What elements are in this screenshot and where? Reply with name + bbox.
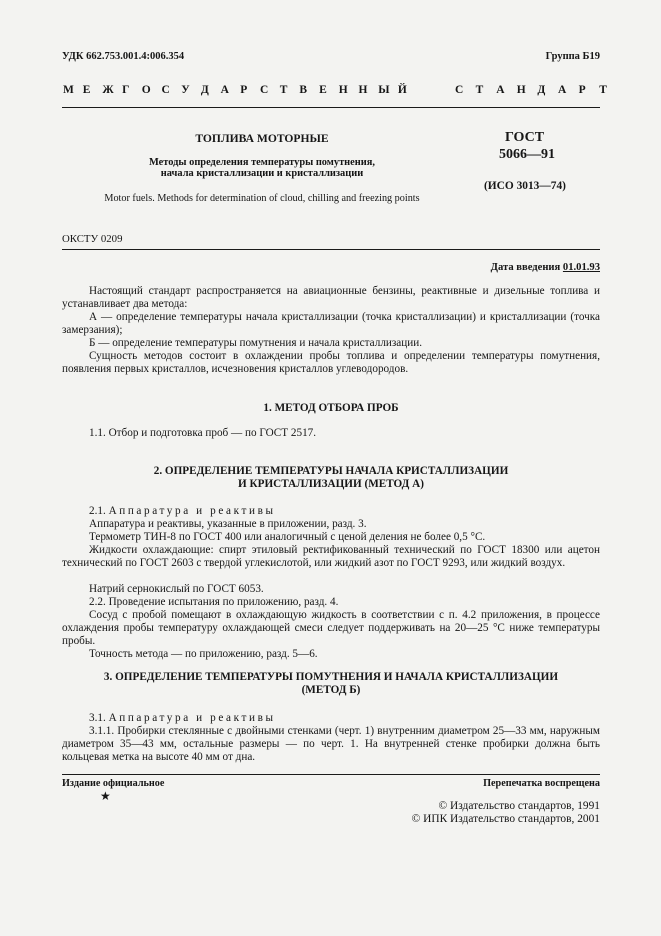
gost-number: 5066—91 [499,147,555,162]
banner-letter: Н [358,84,368,96]
intro-date-label: Дата введения [490,262,561,273]
document-subtitle-line-2: начала кристаллизации и кристаллизации [160,168,364,179]
iso-reference: (ИСО 3013—74) [484,180,566,192]
section-2-paragraph-e: 2.2. Проведение испытания по приложению, разд. 4. [89,596,339,608]
section-3-1-heading [62,712,600,725]
footer-rule [62,774,600,775]
banner-letter: Р [240,84,248,96]
section-2-1-title: Аппаратура и реактивы [108,505,276,517]
banner-letter: С [161,84,170,96]
banner-letter: Р [578,84,586,96]
section-2-paragraph-b: Термометр ТИН-8 по ГОСТ 400 или аналогичный с ценой деления не более 0,5 °С. [89,531,486,543]
banner-letter: В [299,84,308,96]
section-3-1-1-paragraph: 3.1.1. Пробирки стеклянные с двойными стенками (черт. 1) внутренним диаметром 25—33 мм, наружным диаметром 35—43 мм, остальные размеры — по черт. 1. На внутренней стенке пробирки должна быть кольцевая метка на высоте 40 мм от дна. [62,725,600,764]
section-3-title-line-2: (МЕТОД Б) [301,684,361,696]
banner-letter: Т [279,84,288,96]
banner-letter: Т [599,84,607,96]
section-1-paragraph: 1.1. Отбор и подготовка проб — по ГОСТ 2517. [89,427,317,439]
banner-letter: Н [338,84,348,96]
section-2-paragraph-f: Сосуд с пробой помещают в охлаждающую жидкость в соответствии с п. 4.2 приложения, в процессе охлаждения пробы температуру охлаждающей смеси следует поддерживать на 20—25 °С ниже температуры пробы. [62,609,600,648]
banner-letter: А [220,84,229,96]
banner-letter: А [558,84,567,96]
banner-letter: С [455,84,464,96]
section-2-1-number: 2.1. [89,505,106,517]
banner-letter: А [496,84,505,96]
banner-letter: О [141,84,151,96]
intro-paragraph-4: Сущность методов состоит в охлаждении пробы топлива и определении температуры помутнения, появления первых кристаллов, исчезновения кристаллов углеводородов. [62,350,600,376]
copyright-1991: © Издательство стандартов, 1991 [438,800,600,812]
section-2-title-line-1: 2. ОПРЕДЕЛЕНИЕ ТЕМПЕРАТУРЫ НАЧАЛА КРИСТАЛЛИЗАЦИИ [153,465,509,477]
banner-letter: Т [475,84,484,96]
intro-date [491,262,600,273]
okstu-code: ОКСТУ 0209 [62,233,123,245]
document-title: ТОПЛИВА МОТОРНЫЕ [195,132,329,145]
reprint-prohibited: Перепечатка воспрещена [483,778,600,789]
banner-letter: Е [319,84,327,96]
middle-rule [62,249,600,250]
intro-paragraph-1: Настоящий стандарт распространяется на авиационные бензины, реактивные и дизельные топлива и устанавливает два метода: [62,285,600,311]
banner-letter: Е [82,84,91,96]
star-icon: ★ [100,789,111,803]
section-2-paragraph-c: Жидкости охлаждающие: спирт этиловый ректификованный технический по ГОСТ 18300 или ацетон технический по ГОСТ 2603 с твердой углекислотой, или жидкий азот по ГОСТ 9293, или жидкий воздух. [62,544,600,570]
udk-code: УДК 662.753.001.4:006.354 [62,51,185,62]
banner-letter: Ж [102,84,114,96]
banner-letter: У [181,84,190,96]
intro-paragraph-3: Б — определение температуры помутнения и начала кристаллизации. [89,337,423,349]
banner-letter: Й [397,84,407,96]
section-3-title-line-1: 3. ОПРЕДЕЛЕНИЕ ТЕМПЕРАТУРЫ ПОМУТНЕНИЯ И НАЧАЛА КРИСТАЛЛИЗАЦИИ [103,671,559,683]
banner-letter: Д [537,84,546,96]
banner-letter: Ы [378,84,390,96]
intro-date-value: 01.01.93 [562,262,600,273]
banner-letter: Д [200,84,209,96]
banner-letter: Н [516,84,526,96]
section-3-1-number: 3.1. [89,712,106,724]
banner-letter: Г [122,84,130,96]
document-subtitle-line-1: Методы определения температуры помутнения, [149,157,375,168]
section-2-paragraph-d: Натрий сернокислый по ГОСТ 6053. [89,583,264,595]
section-2-paragraph-g: Точность метода — по приложению, разд. 5—6. [89,648,318,660]
english-title: Motor fuels. Methods for determination of cloud, chilling and freezing points [104,193,420,204]
section-2-1-heading [62,505,600,518]
banner-letter: М [63,84,74,96]
section-2-paragraph-a: Аппаратура и реактивы, указанные в приложении, разд. 3. [89,518,367,530]
section-3-1-title: Аппаратура и реактивы [108,712,276,724]
top-rule [62,107,600,108]
intro-paragraph-2: А — определение температуры начала кристаллизации (точка кристаллизации) и кристаллизации (точка замерзания); [62,311,600,337]
copyright-2001: © ИПК Издательство стандартов, 2001 [411,813,600,825]
section-1-title: 1. МЕТОД ОТБОРА ПРОБ [263,402,399,414]
group-code: Группа Б19 [545,51,600,62]
official-edition: Издание официальное [62,778,165,789]
section-2-title-line-2: И КРИСТАЛЛИЗАЦИИ (МЕТОД А) [238,478,424,490]
banner-letter: С [260,84,269,96]
gost-label: ГОСТ [505,130,545,145]
